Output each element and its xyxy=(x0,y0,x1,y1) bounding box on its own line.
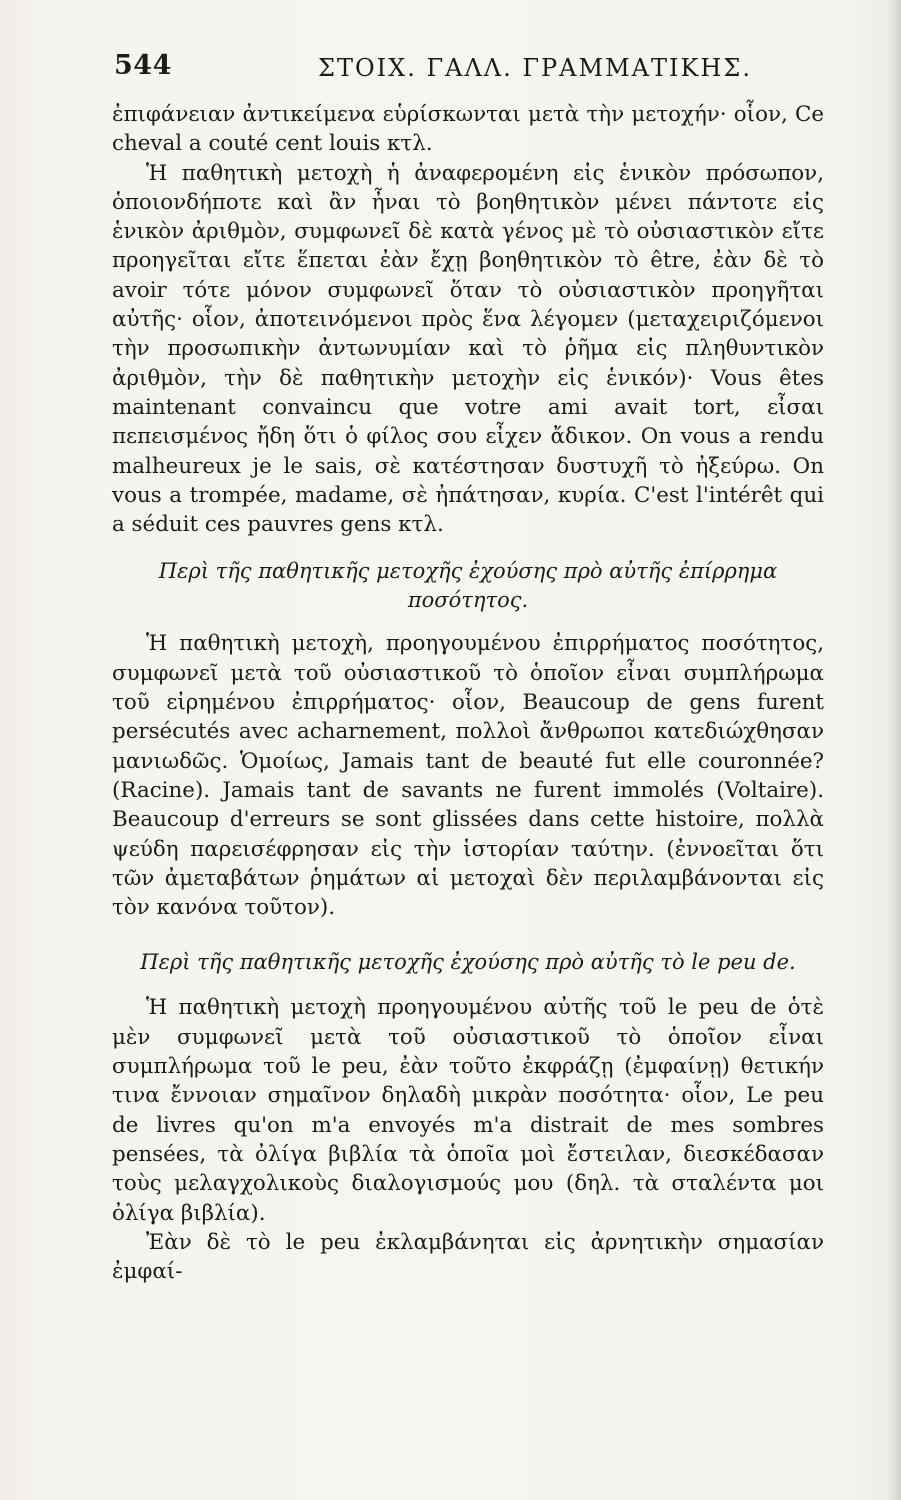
paragraph-passive-participle-rule: Ἡ παθητικὴ μετοχὴ ἡ ἀναφερομένη εἰς ἑνικὸν πρόσωπον, ὁποιονδήποτε καὶ ἂν ἦναι τὸ βοηθητικὸν μένει πάντοτε εἰς ἑνικὸν ἀριθμὸν, συμφωνεῖ δὲ κατὰ γένος μὲ τὸ οὐσιαστικὸν εἴτε προηγεῖται εἴτε ἕπεται ἐὰν ἔχῃ βοηθητικὸν τὸ être, ἐὰν δὲ τὸ avoir τότε μόνον συμφωνεῖ ὅταν τὸ οὐσιαστικὸν προηγῆται αὐτῆς· οἷον, ἀποτεινόμενοι πρὸς ἕνα λέγομεν (μεταχειριζόμενοι τὴν προσωπικὴν ἀντωνυμίαν καὶ τὸ ῥῆμα εἰς πληθυντικὸν ἀριθμὸν, τὴν δὲ παθητικὴν μετοχὴν εἰς ἑνικόν)· Vous êtes maintenant convaincu que votre ami avait tort, εἶσαι πεπεισμένος ἤδη ὅτι ὁ φίλος σου εἶχεν ἄδικον. On vous a rendu malheureux je le sais, σὲ κατέστησαν δυστυχῆ τὸ ἠξεύρω. On vous a trompée, madame, σὲ ἠπάτησαν, κυρία. C'est l'intérêt qui a séduit ces pauvres gens κτλ. xyxy=(112,160,824,538)
paragraph-le-peu-de-rule: Ἡ παθητικὴ μετοχὴ προηγουμένου αὐτῆς τοῦ le peu de ὁτὲ μὲν συμφωνεῖ μετὰ τοῦ οὐσιαστικοῦ τὸ ὁποῖον εἶναι συμπλήρωμα τοῦ le peu, ἐὰν τοῦτο ἐκφράζῃ (ἐμφαίνῃ) θετικήν τινα ἔννοιαν σημαῖνον δηλαδὴ μικρὰν ποσότητα· οἷον, Le peu de livres qu'on m'a envoyés m'a distrait de mes sombres pensées, τὰ ὀλίγα βιβλία τὰ ὁποῖα μοὶ ἔστειλαν, διεσκέδασαν τοὺς μελαγχολικοὺς διαλογισμούς μου (δηλ. τὰ σταλέντα μοι ὀλίγα βιβλία). xyxy=(112,995,824,1226)
paragraph-quantity-adverb-rule: Ἡ παθητικὴ μετοχὴ, προηγουμένου ἐπιρρήματος ποσότητος, συμφωνεῖ μετὰ τοῦ οὐσιαστικοῦ τὸ ὁποῖον εἶναι συμπλήρωμα τοῦ εἰρημένου ἐπιρρήματος· οἷον, Beaucoup de gens furent persécutés avec acharnement, πολλοὶ ἄνθρωποι κατεδιώχθησαν μανιωδῶς. Ὁμοίως, Jamais tant de beauté fut elle couronnée? (Racine). Jamais tant de savants ne furent immolés (Voltaire). Beaucoup d'erreurs se sont glissées dans cette histoire, πολλὰ ψεύδη παρεισέφρησαν εἰς τὴν ἱστορίαν ταύτην. (ἐννοεῖται ὅτι τῶν ἀμεταβάτων ῥημάτων αἱ μετοχαὶ δὲν περιλαμβάνονται εἰς τὸν κανόνα τοῦτον). xyxy=(112,631,824,921)
page-header xyxy=(114,50,824,96)
section-heading-quantity-adverb: Περὶ τῆς παθητικῆς μετοχῆς ἐχούσης πρὸ αὐτῆς ἐπίρρημα ποσότητος. xyxy=(158,559,778,613)
paragraph-continuation: ἐπιφάνειαν ἀντικείμενα εὑρίσκωνται μετὰ τὴν μετοχήν· οἷον, Ce cheval a couté cent louis κτλ. xyxy=(112,102,824,157)
running-title: ΣΤΟΙΧ. ΓΑΛΛ. ΓΡΑΜΜΑΤΙΚΗΣ. xyxy=(318,54,752,82)
page-edge-shadow xyxy=(887,0,901,1500)
page-number: 544 xyxy=(114,50,172,81)
body-text xyxy=(112,100,824,1286)
paragraph-negative-sense: Ἐὰν δὲ τὸ le peu ἐκλαμβάνηται εἰς ἀρνητικὴν σημασίαν ἐμφαί- xyxy=(112,1229,824,1285)
section-heading-le-peu-de: Περὶ τῆς παθητικῆς μετοχῆς ἐχούσης πρὸ αὐτῆς τὸ le peu de. xyxy=(140,950,796,975)
